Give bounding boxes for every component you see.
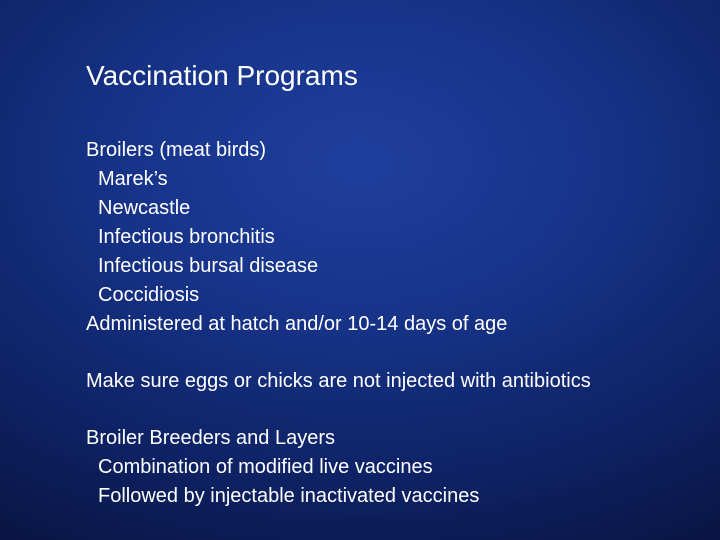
breeders-heading: Broiler Breeders and Layers [86, 427, 336, 449]
warning-text: Make sure eggs or chicks are not injected with antibiotics [86, 370, 591, 392]
broilers-note: Administered at hatch and/or 10-14 days of age [86, 313, 508, 335]
broilers-item: Marek’s [98, 168, 168, 190]
breeders-item: Followed by injectable inactivated vaccines [98, 485, 480, 507]
broilers-heading: Broilers (meat birds) [86, 139, 267, 161]
broilers-item: Coccidiosis [98, 284, 200, 306]
slide-title: Vaccination Programs [86, 60, 358, 91]
breeders-item: Combination of modified live vaccines [98, 456, 433, 478]
broilers-item: Infectious bursal disease [98, 255, 319, 277]
broilers-item: Infectious bronchitis [98, 226, 275, 248]
broilers-item: Newcastle [98, 197, 191, 219]
